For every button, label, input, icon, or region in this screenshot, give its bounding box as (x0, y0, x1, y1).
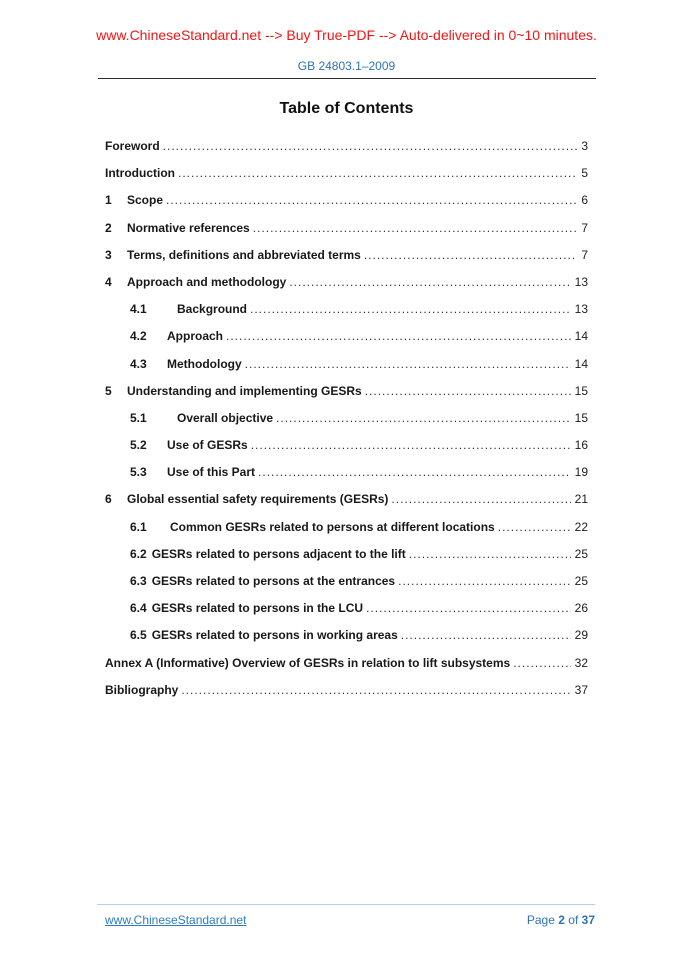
toc-entry-6 (105, 492, 588, 519)
entry-number: 6.3 (130, 574, 147, 588)
entry-page-number: 25 (574, 546, 588, 561)
entry-number: 4.2 (130, 329, 147, 344)
dot-leader (289, 275, 570, 289)
entry-page-number: 7 (581, 247, 588, 262)
dot-leader (166, 193, 577, 207)
entry-page-number: 32 (574, 655, 588, 670)
entry-number: 1 (105, 193, 112, 208)
entry-page-number: 22 (574, 519, 588, 534)
entry-page-number: 19 (574, 465, 588, 480)
entry-label: Understanding and implementing GESRs (127, 383, 362, 398)
of-word: of (568, 913, 579, 927)
entry-label: Use of GESRs (167, 438, 248, 453)
entry-number: 2 (105, 220, 112, 235)
entry-label: Introduction (105, 166, 175, 181)
dot-leader (245, 357, 571, 371)
page-current: 2 (558, 913, 565, 927)
dot-leader (258, 465, 571, 479)
toc-entry-annex-a (105, 656, 588, 683)
toc-entry-bibliography (105, 683, 588, 710)
toc-entry-5-1 (105, 411, 588, 438)
entry-page-number: 6 (581, 193, 588, 208)
entry-page-number: 37 (574, 682, 588, 697)
entry-page-number: 14 (574, 356, 588, 371)
entry-page-number: 26 (574, 601, 588, 616)
entry-number: 6 (105, 492, 112, 507)
dot-leader (398, 574, 571, 588)
table-of-contents (105, 139, 588, 710)
toc-entry-5 (105, 384, 588, 411)
entry-label: Foreword (105, 139, 160, 153)
dot-leader (391, 492, 570, 506)
dot-leader (364, 248, 577, 262)
dot-leader (401, 628, 571, 642)
standard-code: GB 24803.1–2009 (297, 59, 396, 73)
entry-label: Scope (127, 193, 164, 208)
entry-label: Approach and methodology (127, 274, 287, 289)
dot-leader (253, 221, 578, 235)
entry-page-number: 5 (581, 166, 588, 181)
toc-entry-4-1 (105, 302, 588, 329)
toc-entry-6-2 (105, 547, 588, 574)
toc-entry-2 (105, 221, 588, 248)
page-footer (97, 904, 595, 927)
dot-leader (513, 656, 570, 670)
entry-label: Terms, definitions and abbreviated terms (127, 247, 361, 262)
dot-leader (178, 166, 577, 180)
toc-entry-4-2 (105, 329, 588, 356)
entry-label: Annex A (Informative) Overview of GESRs in relation to lift subsystems (105, 655, 511, 670)
entry-label: Bibliography (105, 682, 179, 697)
entry-page-number: 25 (574, 574, 588, 588)
dot-leader (366, 601, 571, 615)
dot-leader (250, 302, 571, 316)
purchase-banner: www.ChineseStandard.net --> Buy True-PDF --> Auto-delivered in 0~10 minutes. (96, 27, 597, 43)
dot-leader (409, 547, 571, 561)
page-word: Page (526, 913, 555, 927)
entry-label: GESRs related to persons adjacent to the lift (151, 546, 406, 561)
entry-label: Use of this Part (167, 465, 256, 480)
dot-leader (276, 411, 571, 425)
entry-page-number: 3 (581, 139, 588, 153)
toc-entry-4 (105, 275, 588, 302)
toc-entry-6-5 (105, 628, 588, 655)
entry-label: Approach (167, 329, 224, 344)
entry-number: 5 (105, 383, 112, 398)
entry-number: 4 (105, 274, 112, 289)
entry-page-number: 13 (574, 274, 588, 289)
entry-number: 3 (105, 247, 112, 262)
entry-label: Background (177, 302, 248, 317)
page-indicator (527, 913, 595, 927)
entry-number: 6.5 (130, 628, 147, 643)
entry-number: 5.3 (130, 465, 147, 480)
entry-label: GESRs related to persons in the LCU (151, 601, 364, 616)
toc-entry-5-3 (105, 465, 588, 492)
entry-label: Global essential safety requirements (GESRs) (127, 492, 389, 507)
entry-page-number: 15 (574, 410, 588, 425)
entry-page-number: 7 (581, 220, 588, 235)
toc-entry-5-2 (105, 438, 588, 465)
toc-entry-3 (105, 248, 588, 275)
entry-page-number: 21 (574, 492, 588, 507)
entry-label: Overall objective (177, 410, 274, 425)
entry-number: 4.3 (130, 356, 147, 371)
dot-leader (226, 329, 571, 343)
toc-entry-4-3 (105, 357, 588, 384)
entry-page-number: 14 (574, 329, 588, 344)
entry-page-number: 15 (574, 383, 588, 398)
dot-leader (163, 139, 578, 153)
toc-entry-1 (105, 193, 588, 220)
entry-label: GESRs related to persons in working areas (151, 628, 398, 643)
dot-leader (251, 438, 571, 452)
toc-entry-introduction (105, 166, 588, 193)
page-total: 37 (581, 913, 595, 927)
dot-leader (365, 384, 571, 398)
entry-label: Common GESRs related to persons at different locations (170, 519, 495, 534)
entry-label: Normative references (127, 220, 250, 235)
entry-number: 6.2 (130, 546, 147, 561)
header-divider (98, 78, 596, 79)
site-link[interactable]: www.ChineseStandard.net (105, 913, 247, 927)
dot-leader (181, 683, 570, 697)
entry-page-number: 16 (574, 438, 588, 453)
toc-entry-6-4 (105, 601, 588, 628)
entry-number: 5.2 (130, 438, 147, 453)
dot-leader (498, 520, 571, 534)
toc-entry-6-3 (105, 574, 588, 601)
entry-number: 4.1 (130, 302, 147, 317)
entry-label: Methodology (167, 356, 242, 371)
entry-label: GESRs related to persons at the entrances (151, 574, 396, 588)
toc-entry-6-1 (105, 520, 588, 547)
entry-number: 5.1 (130, 410, 147, 425)
entry-page-number: 29 (574, 628, 588, 643)
entry-number: 6.4 (130, 601, 147, 616)
page-title: Table of Contents (279, 100, 414, 117)
entry-number: 6.1 (130, 519, 147, 534)
toc-entry-foreword (105, 139, 588, 166)
entry-page-number: 13 (574, 302, 588, 317)
